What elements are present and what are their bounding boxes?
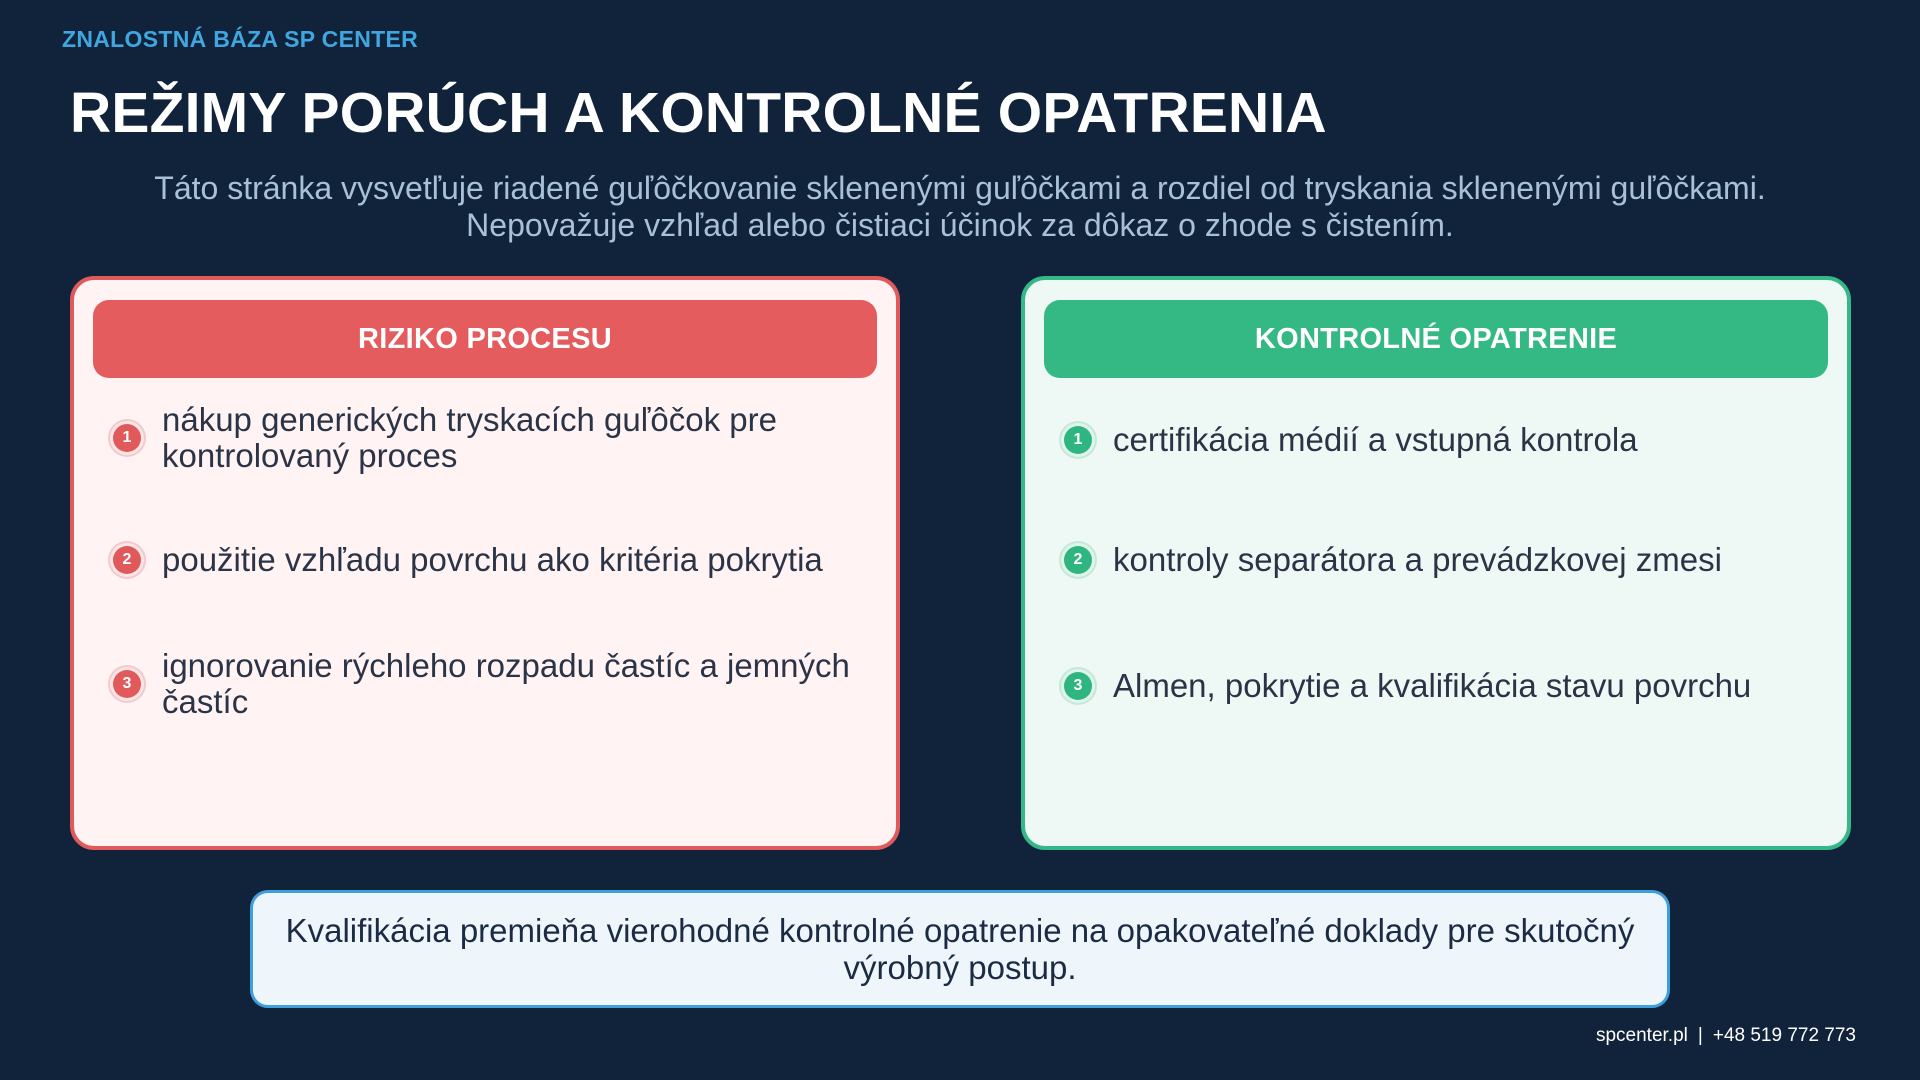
footer-contact [1596, 1025, 1856, 1047]
number-badge: 3 [110, 667, 144, 701]
control-item-text: kontroly separátora a prevádzkovej zmesi [1113, 541, 1722, 578]
footer-phone[interactable]: +48 519 772 773 [1712, 1025, 1856, 1046]
control-item-text: certifikácia médií a vstupná kontrola [1113, 421, 1638, 458]
callout-text: Kvalifikácia premieňa vierohodné kontrolné opatrenie na opakovateľné doklady pre skutočný výrobný postup. [285, 912, 1635, 986]
summary-callout [250, 890, 1670, 1008]
number-badge: 1 [110, 421, 144, 455]
page-title: REŽIMY PORÚCH A KONTROLNÉ OPATRENIA [70, 81, 1327, 145]
control-panel [1021, 276, 1851, 850]
footer-website[interactable]: spcenter.pl [1595, 1025, 1688, 1046]
control-item [1061, 542, 1817, 578]
page-subtitle [0, 170, 1920, 244]
risk-panel-heading: RIZIKO PROCESU [93, 300, 877, 378]
subtitle-line: Nepovažuje vzhľad alebo čistiaci účinok za dôkaz o zhode s čistením. [466, 207, 1454, 243]
risk-panel [70, 276, 900, 850]
risk-item [110, 542, 866, 578]
number-badge: 3 [1061, 669, 1095, 703]
control-panel-heading: KONTROLNÉ OPATRENIE [1044, 300, 1828, 378]
number-badge: 2 [1061, 543, 1095, 577]
control-item-text: Almen, pokrytie a kvalifikácia stavu povrchu [1113, 667, 1752, 704]
risk-item [110, 402, 866, 474]
number-badge: 2 [110, 543, 144, 577]
control-item [1061, 668, 1817, 704]
control-item [1061, 422, 1817, 458]
number-badge: 1 [1061, 423, 1095, 457]
risk-item-text: nákup generických tryskacích guľôčok pre kontrolovaný proces [162, 401, 777, 474]
risk-item-text: použitie vzhľadu povrchu ako kritéria pokrytia [162, 541, 823, 578]
footer-separator: | [1697, 1025, 1703, 1046]
risk-item [110, 648, 866, 720]
subtitle-line: Táto stránka vysvetľuje riadené guľôčkovanie sklenenými guľôčkami a rozdiel od tryskania sklenenými guľôčkami. [154, 170, 1766, 206]
risk-item-text: ignorovanie rýchleho rozpadu častíc a jemných častíc [162, 647, 850, 720]
kicker-label: ZNALOSTNÁ BÁZA SP CENTER [62, 26, 419, 52]
